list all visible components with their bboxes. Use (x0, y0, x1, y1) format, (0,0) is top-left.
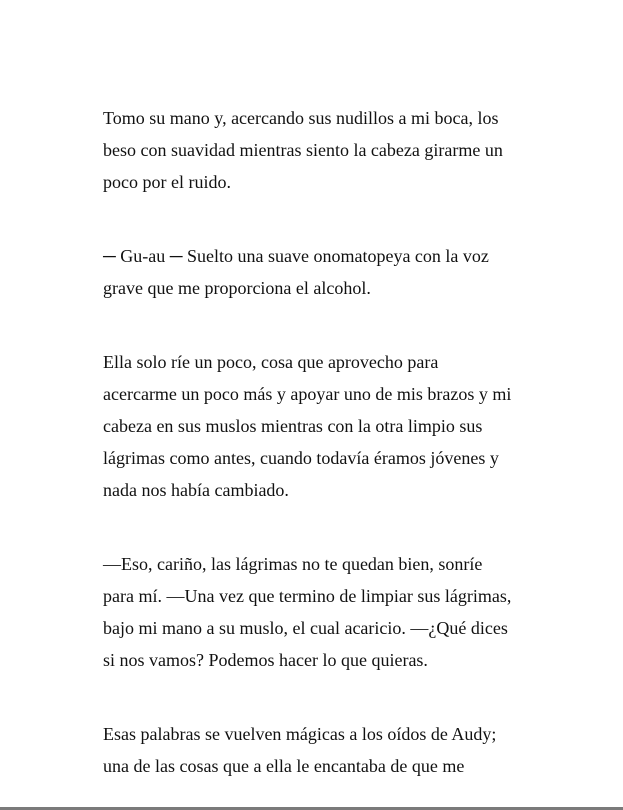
text-line: Esas palabras se vuelven mágicas a los oídos de Audy; (103, 724, 497, 744)
text-line: una de las cosas que a ella le encantaba de que me (103, 756, 465, 776)
text-line: nada nos había cambiado. (103, 480, 289, 500)
text-line: grave que me proporciona el alcohol. (103, 278, 371, 298)
text-line: Tomo su mano y, acercando sus nudillos a mi boca, los (103, 108, 499, 128)
paragraph-4 (103, 548, 603, 676)
text-line: —Eso, cariño, las lágrimas no te quedan bien, sonríe (103, 554, 483, 574)
text-line: para mí. —Una vez que termino de limpiar sus lágrimas, (103, 586, 512, 606)
paragraph-2 (103, 240, 603, 304)
text-line: cabeza en sus muslos mientras con la otra limpio sus (103, 416, 483, 436)
text-line: poco por el ruido. (103, 172, 231, 192)
text-line: ─ Gu-au ─ Suelto una suave onomatopeya con la voz (103, 246, 489, 266)
text-line: acercarme un poco más y apoyar uno de mis brazos y mi (103, 384, 512, 404)
document-body (103, 102, 603, 810)
paragraph-3 (103, 346, 603, 506)
text-line: Ella solo ríe un poco, cosa que aprovecho para (103, 352, 439, 372)
text-line: beso con suavidad mientras siento la cabeza girarme un (103, 140, 503, 160)
text-line: si nos vamos? Podemos hacer lo que quieras. (103, 650, 428, 670)
text-line: bajo mi mano a su muslo, el cual acaricio. —¿Qué dices (103, 618, 508, 638)
paragraph-5 (103, 718, 603, 782)
text-line: lágrimas como antes, cuando todavía éramos jóvenes y (103, 448, 499, 468)
paragraph-1 (103, 102, 603, 198)
